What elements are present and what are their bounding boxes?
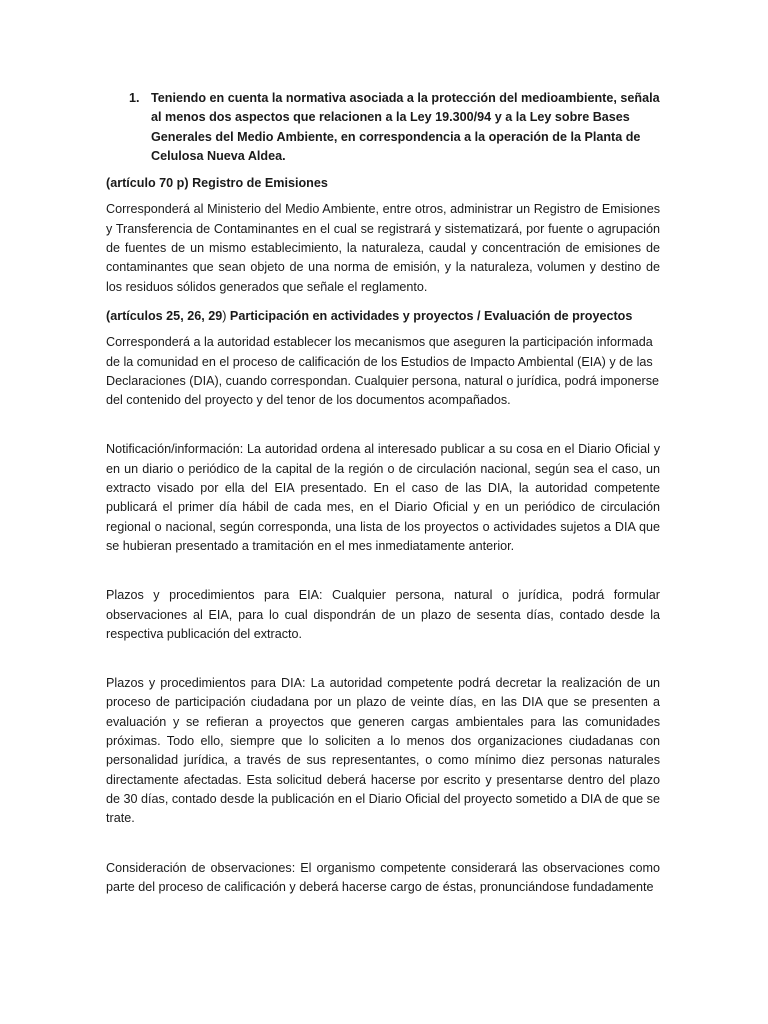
paragraph-notificacion: Notificación/información: La autoridad ordena al interesado publicar a su cosa en el Diario Oficial y en un diario o periódico de la capital de la región o de circulación nacional, según sea el caso, un extracto visado por ella del EIA presentado. En el caso de las DIA, la autoridad competente publicará el primer día hábil de cada mes, en el Diario Oficial y en un periódico de circulación regional o nacional, según corresponda, una lista de los proyectos o actividades sujetos a DIA que se hubieran presentado a tramitación en el mes inmediatamente anterior.	[106, 442, 660, 553]
spacer	[106, 654, 660, 674]
heading-articles: (artículos 25, 26, 29	[106, 308, 223, 323]
question-item	[106, 89, 660, 166]
heading-paren: )	[222, 308, 227, 323]
section-heading-registro: (artículo 70 p) Registro de Emisiones	[106, 176, 328, 191]
document-body	[106, 89, 660, 907]
question-number: 1.	[129, 91, 140, 105]
paragraph-plazos-eia: Plazos y procedimientos para EIA: Cualquier persona, natural o jurídica, podrá formular observaciones al EIA, para lo cual dispondrán de un plazo de sesenta días, contado desde la respectiva publicación del extracto.	[106, 588, 660, 641]
spacer	[106, 566, 660, 586]
heading-title: Participación en actividades y proyectos / Evaluación de proyectos	[226, 308, 633, 323]
spacer	[106, 839, 660, 859]
spacer	[106, 420, 660, 440]
section-heading-participacion	[106, 307, 660, 326]
paragraph-consideracion: Consideración de observaciones: El organismo competente considerará las observaciones como parte del proceso de calificación y deberá hacerse cargo de éstas, pronunciándose fundadamente	[106, 860, 660, 894]
paragraph-plazos-dia: Plazos y procedimientos para DIA: La autoridad competente podrá decretar la realización de un proceso de participación ciudadana por un plazo de veinte días, en las DIA que se presenten a evaluación y se refieran a proyectos que generen cargas ambientales para las comunidades próximas. Todo ello, siempre que lo soliciten a lo menos dos organizaciones ciudadanas con personalidad jurídica, a través de sus representantes, o como mínimo diez personas naturales directamente afectadas. Esta solicitud deberá hacerse por escrito y presentarse dentro del plazo de 30 días, contado desde la publicación en el Diario Oficial del proyecto sometido a DIA de que se trate.	[106, 676, 660, 826]
question-text: Teniendo en cuenta la normativa asociada a la protección del medioambiente, señala al menos dos aspectos que relacionen a la Ley 19.300/94 y a la Ley sobre Bases Generales del Medio Ambiente, en correspondencia a la operación de la Planta de Celulosa Nueva Aldea.	[151, 91, 660, 163]
section-body-registro: Corresponderá al Ministerio del Medio Ambiente, entre otros, administrar un Registro de Emisiones y Transferencia de Contaminantes en el cual se registrará y sistematizará, por fuente o agrupación de fuentes de un mismo establecimiento, la naturaleza, caudal y concentración de emisiones de contaminantes que sean objeto de una norma de emisión, y la naturaleza, volumen y destino de los residuos sólidos generados que señale el reglamento.	[106, 202, 660, 294]
section-body-participacion: Corresponderá a la autoridad establecer los mecanismos que aseguren la participación informada de la comunidad en el proceso de calificación de los Estudios de Impacto Ambiental (EIA) y de las Declaraciones (DIA), cuando correspondan. Cualquier persona, natural o jurídica, podrá imponerse del contenido del proyecto y del tenor de los documentos acompañados.	[106, 335, 660, 408]
